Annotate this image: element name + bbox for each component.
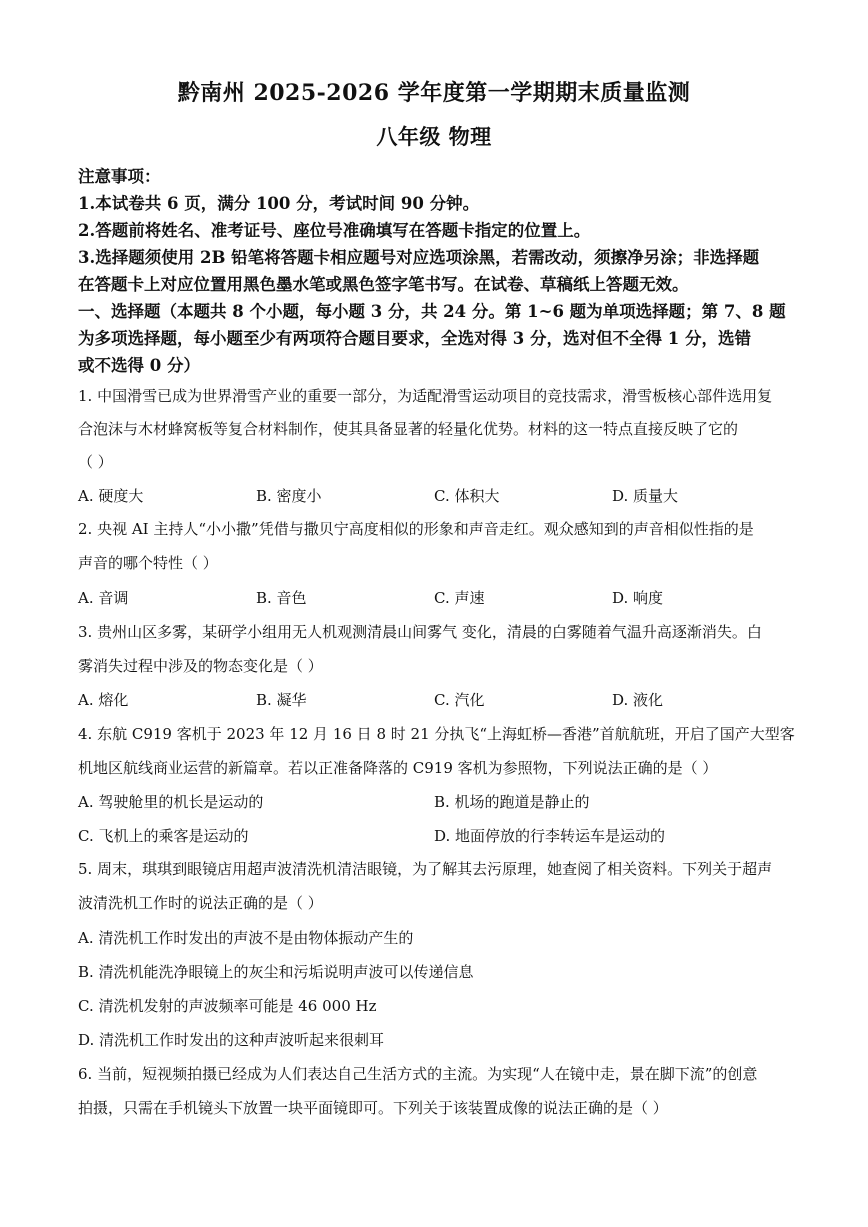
question-4-option-a: A. 驾驶舱里的机长是运动的 (78, 793, 264, 811)
question-1-line-1: 1. 中国滑雪已成为世界滑雪产业的重要一部分，为适配滑雪运动项目的竞技需求，滑雪板核心部件选用复 (78, 387, 773, 405)
question-6-line-2: 拍摄，只需在手机镜头下放置一块平面镜即可。下列关于该装置成像的说法正确的是（ ） (78, 1099, 668, 1117)
question-3-option-c: C. 汽化 (434, 691, 485, 709)
question-1-line-2: 合泡沫与木材蜂窝板等复合材料制作，使其具备显著的轻量化优势。材料的这一特点直接反映了它的 (78, 420, 739, 438)
question-1-option-b: B. 密度小 (256, 487, 322, 505)
exam-title: 黔南州 2025-2026 学年度第一学期期末质量监测 (177, 80, 691, 106)
question-3-line-1: 3. 贵州山区多雾，某研学小组用无人机观测清晨山间雾气 变化，清晨的白雾随着气温升高逐渐消失。白 (78, 623, 762, 641)
question-2-option-a: A. 音调 (78, 589, 129, 607)
section-heading-line-3: 或不选得 0 分） (78, 356, 200, 375)
question-5-line-1: 5. 周末，琪琪到眼镜店用超声波清洗机清洁眼镜，为了解其去污原理，她查阅了相关资料。下列关于超声 (78, 860, 773, 878)
question-4-line-1: 4. 东航 C919 客机于 2023 年 12 月 16 日 8 时 21 分执飞“上海虹桥—香港”首航航班，开启了国产大型客 (78, 725, 795, 743)
question-2-line-2: 声音的哪个特性（ ） (78, 554, 218, 572)
question-4-option-c: C. 飞机上的乘客是运动的 (78, 827, 249, 845)
question-2-option-c: C. 声速 (434, 589, 485, 607)
question-1-option-a: A. 硬度大 (78, 487, 144, 505)
question-1-option-d: D. 质量大 (612, 487, 679, 505)
section-heading-line-2: 为多项选择题，每小题至少有两项符合题目要求，全选对得 3 分，选对但不全得 1 分，选错 (78, 329, 751, 348)
question-5-option-a: A. 清洗机工作时发出的声波不是由物体振动产生的 (78, 929, 414, 947)
question-1-line-3: （ ） (78, 453, 113, 471)
notice-item-3-line-1: 3.选择题须使用 2B 铅笔将答题卡相应题号对应选项涂黑，若需改动，须擦净另涂；非选择题 (78, 248, 760, 267)
question-3-option-d: D. 液化 (612, 691, 664, 709)
question-2-line-1: 2. 央视 AI 主持人“小小撒”凭借与撒贝宁高度相似的形象和声音走红。观众感知到的声音相似性指的是 (78, 520, 754, 538)
question-5-option-d: D. 清洗机工作时发出的这种声波听起来很刺耳 (78, 1031, 385, 1049)
notice-heading: 注意事项： (78, 167, 161, 186)
question-3-line-2: 雾消失过程中涉及的物态变化是（ ） (78, 657, 323, 675)
question-5-option-c: C. 清洗机发射的声波频率可能是 46 000 Hz (78, 997, 377, 1015)
question-2-option-b: B. 音色 (256, 589, 307, 607)
question-4-option-d: D. 地面停放的行李转运车是运动的 (434, 827, 666, 845)
exam-subtitle: 八年级 物理 (376, 124, 492, 149)
question-2-option-d: D. 响度 (612, 589, 664, 607)
question-5-option-b: B. 清洗机能洗净眼镜上的灰尘和污垢说明声波可以传递信息 (78, 963, 474, 981)
question-4-option-b: B. 机场的跑道是静止的 (434, 793, 590, 811)
question-3-option-b: B. 凝华 (256, 691, 307, 709)
question-4-line-2: 机地区航线商业运营的新篇章。若以正准备降落的 C919 客机为参照物，下列说法正确的是（ ） (78, 759, 718, 777)
section-heading-line-1: 一、选择题（本题共 8 个小题，每小题 3 分，共 24 分。第 1~6 题为单项选择题；第 7、8 题 (78, 302, 786, 321)
question-5-line-2: 波清洗机工作时的说法正确的是（ ） (78, 894, 323, 912)
question-1-option-c: C. 体积大 (434, 487, 500, 505)
question-3-option-a: A. 熔化 (78, 691, 129, 709)
notice-item-1: 1.本试卷共 6 页，满分 100 分，考试时间 90 分钟。 (78, 194, 480, 213)
notice-item-3-line-2: 在答题卡上对应位置用黑色墨水笔或黑色签字笔书写。在试卷、草稿纸上答题无效。 (78, 275, 689, 294)
notice-item-2: 2.答题前将姓名、准考证号、座位号准确填写在答题卡指定的位置上。 (78, 221, 591, 240)
question-6-line-1: 6. 当前，短视频拍摄已经成为人们表达自己生活方式的主流。为实现“人在镜中走，景在脚下流”的创意 (78, 1065, 758, 1083)
